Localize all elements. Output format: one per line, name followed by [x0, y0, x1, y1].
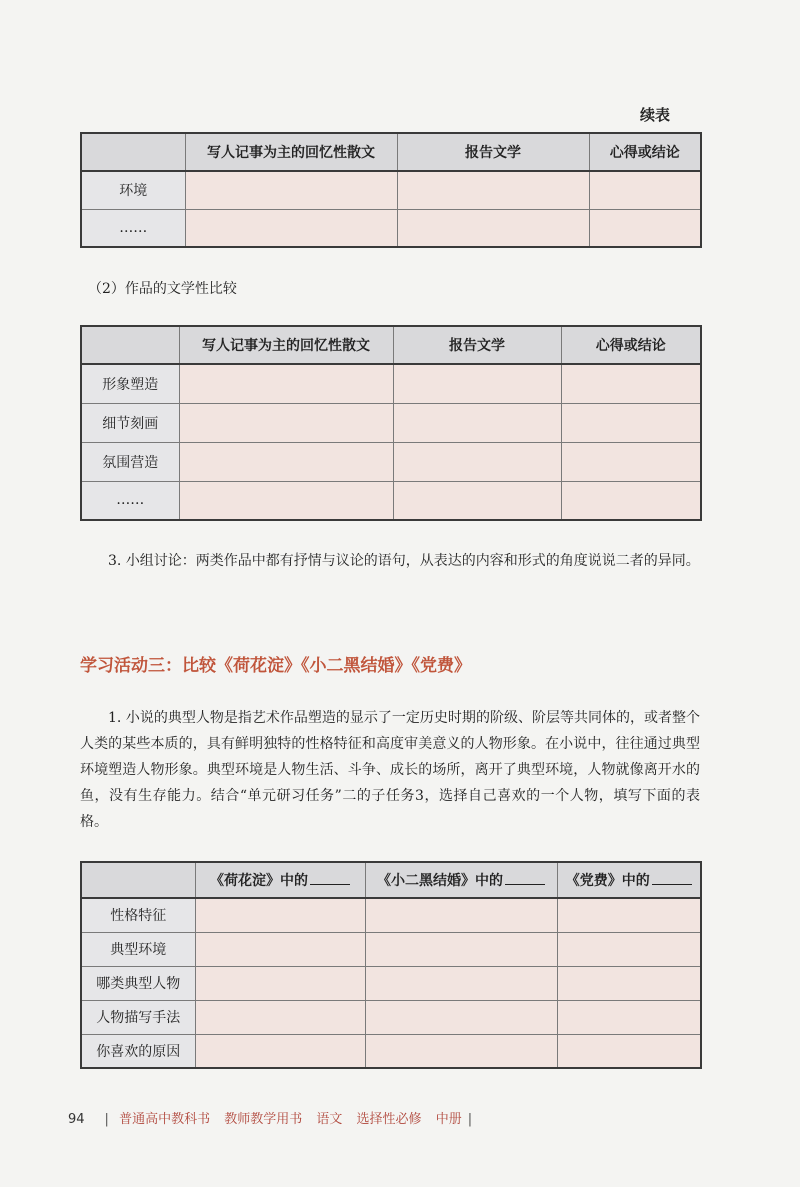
table-row — [81, 966, 701, 1000]
page-footer: 94 | 普通高中教科书 教师教学用书 语文 选择性必修 中册 | — [68, 1112, 473, 1127]
column-header: 《小二黑结婚》中的 — [365, 862, 557, 898]
blank-cell[interactable] — [393, 442, 561, 481]
table-row — [81, 481, 701, 520]
row-header: 哪类典型人物 — [81, 966, 195, 1000]
blank-cell[interactable] — [179, 364, 393, 403]
blank-cell[interactable] — [589, 171, 701, 209]
row-header: 典型环境 — [81, 932, 195, 966]
item-number: 1. — [108, 710, 122, 726]
book-type: 教师教学用书 — [224, 1112, 303, 1127]
blank-cell[interactable] — [557, 966, 701, 1000]
column-header — [81, 326, 179, 364]
row-header: 氛围营造 — [81, 442, 179, 481]
blank-cell[interactable] — [561, 364, 701, 403]
row-header: …… — [81, 481, 179, 520]
table-row — [81, 932, 701, 966]
row-header: 人物描写手法 — [81, 1000, 195, 1034]
blank-cell[interactable] — [561, 442, 701, 481]
column-header: 心得或结论 — [561, 326, 701, 364]
blank-cell[interactable] — [397, 209, 589, 247]
blank-cell[interactable] — [179, 403, 393, 442]
blank-cell[interactable] — [589, 209, 701, 247]
column-header: 心得或结论 — [589, 133, 701, 171]
blank-cell[interactable] — [185, 171, 397, 209]
subsection-heading: （2）作品的文学性比较 — [88, 281, 237, 297]
blank-cell[interactable] — [185, 209, 397, 247]
item-text: 小组讨论：两类作品中都有抒情与议论的语句，从表达的内容和形式的角度说说二者的异同。 — [125, 553, 700, 569]
blank-cell[interactable] — [397, 171, 589, 209]
blank-cell[interactable] — [557, 932, 701, 966]
blank-cell[interactable] — [557, 898, 701, 932]
character-table — [80, 861, 702, 1069]
table-row — [81, 898, 701, 932]
blank-cell[interactable] — [365, 898, 557, 932]
table-row — [81, 403, 701, 442]
blank-cell[interactable] — [365, 966, 557, 1000]
row-header: 性格特征 — [81, 898, 195, 932]
column-header: 写人记事为主的回忆性散文 — [185, 133, 397, 171]
blank-cell[interactable] — [195, 966, 365, 1000]
table-header-row — [81, 133, 701, 171]
table-row — [81, 1000, 701, 1034]
table-row — [81, 364, 701, 403]
row-header: 你喜欢的原因 — [81, 1034, 195, 1068]
book-volume: 中册 — [435, 1112, 462, 1127]
blank-cell[interactable] — [195, 932, 365, 966]
blank-cell[interactable] — [557, 1000, 701, 1034]
blank-cell[interactable] — [393, 481, 561, 520]
blank-cell[interactable] — [179, 481, 393, 520]
column-header — [81, 862, 195, 898]
book-series: 普通高中教科书 — [119, 1112, 211, 1127]
instruction-paragraph — [80, 705, 700, 835]
blank-cell[interactable] — [179, 442, 393, 481]
book-course: 选择性必修 — [356, 1112, 422, 1127]
blank-cell[interactable] — [365, 932, 557, 966]
comparison-table-environment — [80, 132, 702, 248]
table-row — [81, 209, 701, 247]
row-header: 细节刻画 — [81, 403, 179, 442]
blank-cell[interactable] — [561, 403, 701, 442]
table-row — [81, 1034, 701, 1068]
blank-cell[interactable] — [561, 481, 701, 520]
page-number: 94 — [68, 1112, 85, 1127]
item-number: 3. — [108, 553, 122, 569]
blank-cell[interactable] — [195, 1034, 365, 1068]
blank-cell[interactable] — [393, 403, 561, 442]
table-row — [81, 442, 701, 481]
column-header: 《荷花淀》中的 — [195, 862, 365, 898]
discussion-item — [80, 548, 700, 574]
row-header: …… — [81, 209, 185, 247]
section-title: 学习活动三：比较《荷花淀》《小二黑结婚》《党费》 — [80, 656, 471, 676]
blank-cell[interactable] — [365, 1000, 557, 1034]
fill-blank[interactable] — [652, 872, 692, 885]
column-header: 《党费》中的 — [557, 862, 701, 898]
table-header-row — [81, 862, 701, 898]
fill-blank[interactable] — [505, 872, 545, 885]
column-header — [81, 133, 185, 171]
table-row — [81, 171, 701, 209]
column-header: 报告文学 — [397, 133, 589, 171]
fill-blank[interactable] — [310, 872, 350, 885]
table-header-row — [81, 326, 701, 364]
column-header: 写人记事为主的回忆性散文 — [179, 326, 393, 364]
row-header: 环境 — [81, 171, 185, 209]
continued-table-label: 续表 — [640, 106, 671, 124]
comparison-table-literary — [80, 325, 702, 521]
blank-cell[interactable] — [365, 1034, 557, 1068]
book-subject: 语文 — [316, 1112, 343, 1127]
blank-cell[interactable] — [195, 898, 365, 932]
row-header: 形象塑造 — [81, 364, 179, 403]
blank-cell[interactable] — [557, 1034, 701, 1068]
item-text: 小说的典型人物是指艺术作品塑造的显示了一定历史时期的阶级、阶层等共同体的，或者整个人类的某些本质的，具有鲜明独特的性格特征和高度审美意义的人物形象。在小说中，往往通过典型环境塑造人物形象。典型环境是人物生活、斗争、成长的场所，离开了典型环境，人物就像离开水的鱼，没有生存能力。结合“单元研习任务”二的子任务3，选择自己喜欢的一个人物，填写下面的表格。 — [80, 710, 701, 830]
blank-cell[interactable] — [393, 364, 561, 403]
blank-cell[interactable] — [195, 1000, 365, 1034]
column-header: 报告文学 — [393, 326, 561, 364]
